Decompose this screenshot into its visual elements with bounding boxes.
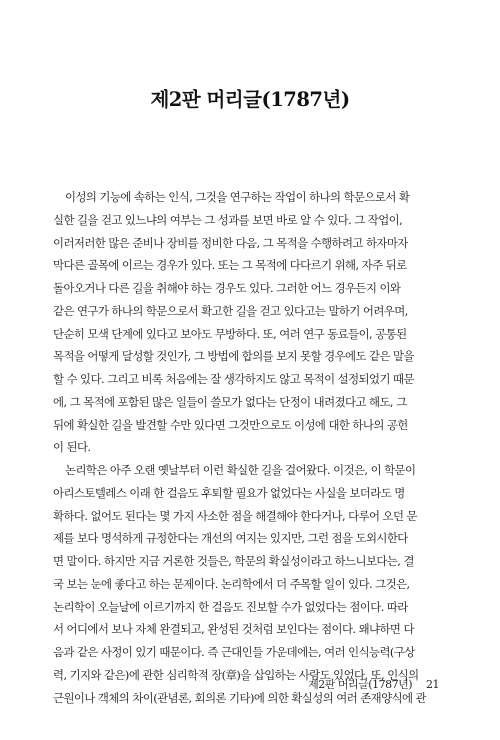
running-footer [308, 676, 439, 692]
text-line: 면 말이다. 하지만 지금 거론한 것들은, 학문의 확실성이라고 하느니보다는, 결 [53, 554, 414, 568]
text-line: 논리학이 오늘날에 이르기까지 한 걸음도 진보할 수가 없었다는 점이다. 따라 [53, 599, 408, 614]
text-line: 실한 길을 걷고 있느냐의 여부는 그 성과를 보면 바로 알 수 있다. 그 작업이, [53, 212, 403, 227]
text-line: 단순히 모색 단계에 있다고 보아도 무방하다. 또, 여러 연구 동료들이, 공통된 [53, 326, 407, 341]
paragraph-1 [53, 186, 447, 459]
body-text [53, 186, 447, 709]
text-line: 제를 보다 명석하게 규정한다는 개선의 여지는 있지만, 그런 점을 도외시한다 [53, 531, 408, 546]
text-line: 할 수 있다. 그리고 비록 처음에는 잘 생각하지도 않고 목적이 설정되었기 때문 [53, 372, 414, 386]
text-line: 확하다. 없어도 된다는 몇 가지 사소한 점을 해결해야 한다거나, 다루어 오던 문 [53, 508, 417, 523]
text-line: 막다른 골목에 이르는 경우가 있다. 또는 그 목적에 다다르기 위해, 자주 뒤로 [53, 258, 407, 273]
text-line: 서 어디에서 보나 자체 완결되고, 완성된 것처럼 보인다는 점이다. 왜냐하면 다 [53, 622, 414, 637]
running-title: 제2판 머리글(1787년) [308, 678, 412, 691]
text-line: 이러저러한 많은 준비나 장비를 정비한 다음, 그 목적을 수행하려고 하자마자 [53, 235, 408, 250]
text-line: 국 보는 눈에 좋다고 하는 문제이다. 논리학에서 더 주목할 일이 있다. 그것은, [53, 576, 410, 591]
text-line: 뒤에 확실한 길을 발견할 수만 있다면 그것만으로도 이성에 대한 하나의 공헌 [53, 417, 408, 432]
text-line: 에, 그 목적에 포함된 많은 일들이 쓸모가 없다는 단정이 내려졌다고 해도, 그 [53, 394, 407, 409]
page-title: 제2판 머리글(1787년) [150, 88, 350, 112]
text-line: 이성의 기능에 속하는 인식, 그것을 연구하는 작업이 하나의 학문으로서 확 [65, 190, 410, 204]
text-line: 력, 기지와 같은)에 관한 심리학적 장(章)을 삽입하는 사람도 있었다. 또, 인식의 [53, 667, 419, 682]
text-line: 음과 같은 사정이 있기 때문이다. 즉 근대인들 가운데에는, 여러 인식능력(구상 [53, 645, 415, 659]
paragraph-2 [53, 459, 447, 709]
text-line: 논리학은 아주 오랜 옛날부터 이런 확실한 길을 걸어왔다. 이것은, 이 학문이 [65, 463, 416, 477]
text-line: 목적을 어떻게 달성할 것인가, 그 방법에 합의를 보지 못할 경우에도 같은 말을 [53, 349, 414, 364]
text-line: 근원이나 객체의 차이(관념론, 회의론 기타)에 의한 확실성의 여러 존재양식에 관 [53, 690, 427, 705]
text-line: 같은 연구가 하나의 학문으로서 확고한 길을 걷고 있다고는 말하기 어려우며, [53, 303, 408, 318]
page-number: 21 [426, 678, 439, 691]
text-line: 돌아오거나 다른 길을 취해야 하는 경우도 있다. 그러한 어느 경우든지 이와 [53, 281, 401, 295]
text-line: 이 된다. [53, 440, 91, 455]
text-line: 아리스토텔레스 이래 한 걸음도 후퇴할 필요가 없었다는 사실을 보더라도 명 [53, 485, 405, 500]
